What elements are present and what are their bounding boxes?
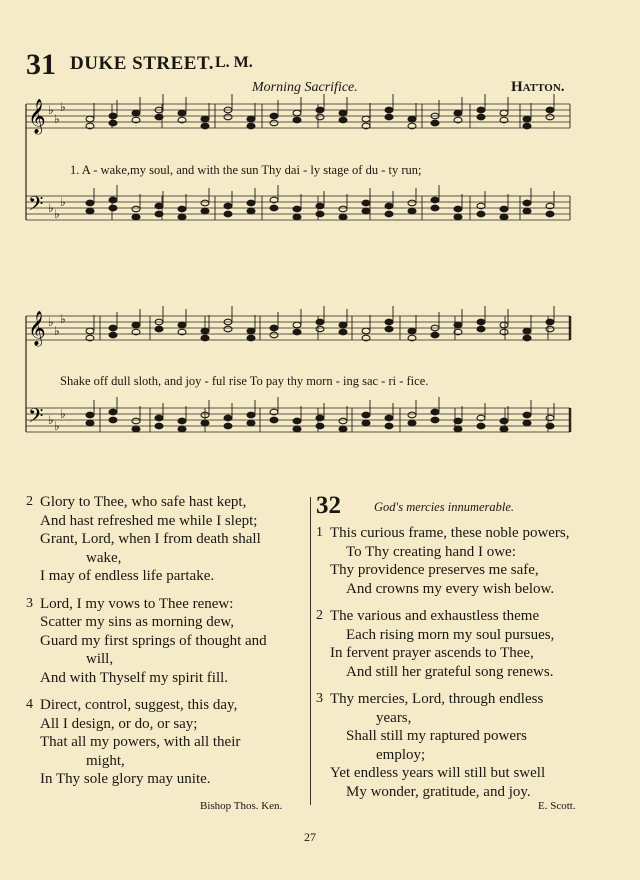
note-head	[293, 206, 301, 212]
note-head	[546, 423, 554, 429]
meter: L. M.	[215, 54, 253, 71]
note-head	[155, 203, 163, 209]
note-head	[385, 211, 393, 217]
note-head	[523, 335, 531, 341]
note-head	[155, 211, 163, 217]
note-head	[132, 418, 140, 424]
flat-sign: ♭	[48, 201, 54, 215]
note-head	[86, 116, 94, 122]
note-head	[293, 418, 301, 424]
note-head	[477, 423, 485, 429]
note-head	[293, 426, 301, 432]
note-head	[362, 116, 370, 122]
flat-sign: ♭	[60, 312, 66, 326]
verse-line: That all my powers, with all their	[40, 734, 241, 750]
note-head	[408, 412, 416, 418]
note-head	[385, 114, 393, 120]
note-head	[247, 123, 255, 129]
verse-line: Lord, I my vows to Thee renew:	[40, 595, 234, 612]
note-head	[247, 328, 255, 334]
verse-line: Glory to Thee, who safe hast kept,	[40, 494, 247, 510]
flat-sign: ♭	[54, 419, 60, 433]
author-ken: Bishop Thos. Ken.	[200, 800, 283, 812]
note-head	[247, 208, 255, 214]
note-head	[500, 110, 508, 116]
note-head	[546, 211, 554, 217]
note-head	[523, 412, 531, 418]
flat-sign: ♭	[54, 207, 60, 221]
note-head	[408, 420, 416, 426]
note-head	[339, 110, 347, 116]
verse-2	[316, 607, 600, 681]
note-head	[109, 332, 117, 338]
verse-number: 2	[316, 608, 323, 623]
note-head	[178, 418, 186, 424]
note-head	[408, 200, 416, 206]
note-head	[132, 322, 140, 328]
note-head	[86, 200, 94, 206]
note-head	[224, 415, 232, 421]
note-head	[385, 423, 393, 429]
verse-3	[316, 690, 600, 801]
note-head	[224, 114, 232, 120]
note-head	[316, 415, 324, 421]
note-head	[454, 322, 462, 328]
note-head	[201, 116, 209, 122]
verse-line: Guard my first springs of thought and	[40, 632, 267, 649]
note-head	[247, 420, 255, 426]
verse-4	[26, 696, 302, 789]
note-head	[178, 426, 186, 432]
note-head	[270, 325, 278, 331]
note-head	[270, 205, 278, 211]
note-head	[293, 117, 301, 123]
hymn-number-32: 32	[316, 492, 341, 519]
verse-line: And still her grateful song renews.	[346, 663, 554, 680]
note-head	[109, 120, 117, 126]
note-head	[247, 116, 255, 122]
note-head	[477, 319, 485, 325]
note-head	[201, 328, 209, 334]
note-head	[546, 319, 554, 325]
note-head	[178, 206, 186, 212]
verse-line: And crowns my every wish below.	[346, 580, 555, 597]
note-head	[224, 211, 232, 217]
note-head	[201, 420, 209, 426]
note-head	[546, 114, 554, 120]
note-head	[201, 208, 209, 214]
verse-line: wake,	[86, 549, 122, 566]
note-head	[316, 203, 324, 209]
note-head	[109, 409, 117, 415]
note-head	[339, 117, 347, 123]
verse-line: And hast refreshed me while I slept;	[40, 512, 258, 529]
note-head	[477, 107, 485, 113]
note-head	[201, 123, 209, 129]
verse-3	[26, 595, 302, 688]
note-head	[293, 329, 301, 335]
hymn-number: 31	[26, 48, 56, 81]
note-head	[385, 107, 393, 113]
note-head	[109, 325, 117, 331]
verse-line: Grant, Lord, when I from death shall	[40, 531, 261, 547]
note-head	[224, 326, 232, 332]
note-head	[109, 417, 117, 423]
note-head	[109, 113, 117, 119]
note-head	[339, 329, 347, 335]
note-head	[270, 332, 278, 338]
note-head	[385, 326, 393, 332]
note-head	[454, 110, 462, 116]
note-head	[155, 326, 163, 332]
flat-sign: ♭	[60, 195, 66, 209]
note-head	[270, 417, 278, 423]
note-head	[500, 214, 508, 220]
note-head	[523, 420, 531, 426]
note-head	[362, 412, 370, 418]
note-head	[132, 214, 140, 220]
note-head	[247, 335, 255, 341]
flat-sign: ♭	[54, 112, 60, 126]
note-head	[132, 206, 140, 212]
note-head	[86, 412, 94, 418]
note-head	[201, 335, 209, 341]
bass-clef: 𝄢	[28, 192, 44, 220]
flat-sign: ♭	[60, 100, 66, 114]
note-head	[523, 328, 531, 334]
tune-name: DUKE STREET.	[70, 53, 214, 74]
column-divider	[310, 497, 311, 805]
note-head	[178, 322, 186, 328]
verse-line: Yet endless years will still but swell	[330, 765, 546, 781]
verse-line: The various and exhaustless theme	[330, 608, 540, 624]
note-head	[86, 208, 94, 214]
bass-clef: 𝄢	[28, 404, 44, 432]
verse-line: Thy mercies, Lord, through endless	[330, 691, 544, 707]
note-head	[270, 120, 278, 126]
note-head	[385, 415, 393, 421]
note-head	[224, 203, 232, 209]
verse-line: years,	[376, 709, 412, 726]
note-head	[431, 417, 439, 423]
page-number: 27	[304, 830, 316, 844]
note-head	[201, 200, 209, 206]
note-head	[362, 420, 370, 426]
note-head	[477, 114, 485, 120]
note-head	[454, 426, 462, 432]
note-head	[431, 409, 439, 415]
hymn32-subtitle: God's mercies innumerable.	[374, 500, 515, 514]
hymn32-verses	[316, 524, 600, 801]
note-head	[155, 415, 163, 421]
note-head	[362, 200, 370, 206]
verse-number: 1	[316, 525, 323, 540]
lyric-line-1: 1. A - wake,my soul, and with the sun Thy dai - ly stage of du - ty run;	[70, 163, 422, 177]
verse-line: Each rising morn my soul pursues,	[346, 626, 555, 643]
note-head	[385, 319, 393, 325]
note-head	[431, 205, 439, 211]
note-head	[293, 110, 301, 116]
note-head	[316, 326, 324, 332]
verse-line: This curious frame, these noble powers,	[330, 525, 570, 541]
verse-number: 3	[26, 595, 33, 611]
note-head	[523, 200, 531, 206]
note-head	[339, 206, 347, 212]
note-head	[408, 116, 416, 122]
note-head	[109, 197, 117, 203]
composer: Hatton.	[511, 79, 565, 95]
note-head	[224, 423, 232, 429]
note-head	[316, 423, 324, 429]
note-head	[408, 208, 416, 214]
note-head	[454, 206, 462, 212]
note-head	[132, 110, 140, 116]
note-head	[362, 208, 370, 214]
verse-number: 4	[26, 697, 33, 712]
note-head	[339, 426, 347, 432]
verse-line: In Thy sole glory may unite.	[40, 771, 211, 787]
note-head	[155, 114, 163, 120]
note-head	[431, 332, 439, 338]
note-head	[132, 426, 140, 432]
verse-line: And with Thyself my spirit fill.	[40, 669, 229, 686]
lyric-line-2: Shake off dull sloth, and joy - ful rise To pay thy morn - ing sac - ri - fice.	[60, 374, 429, 388]
note-head	[500, 418, 508, 424]
note-head	[454, 418, 462, 424]
flat-sign: ♭	[48, 413, 54, 427]
note-head	[316, 114, 324, 120]
note-head	[546, 107, 554, 113]
note-head	[178, 110, 186, 116]
note-head	[316, 107, 324, 113]
verse-line: To Thy creating hand I owe:	[346, 543, 516, 560]
treble-clef: 𝄞	[28, 311, 46, 346]
note-head	[339, 322, 347, 328]
verse-number: 2	[26, 494, 33, 509]
verse-line: My wonder, gratitude, and joy.	[346, 783, 531, 800]
note-head	[247, 200, 255, 206]
note-head	[86, 420, 94, 426]
verse-line: In fervent prayer ascends to Thee,	[330, 645, 534, 661]
verse-line: All I design, or do, or say;	[40, 715, 198, 732]
note-head	[155, 423, 163, 429]
note-head	[477, 326, 485, 332]
note-head	[431, 197, 439, 203]
note-head	[86, 328, 94, 334]
note-head	[431, 120, 439, 126]
note-head	[293, 214, 301, 220]
note-head	[293, 322, 301, 328]
note-head	[454, 214, 462, 220]
verse-line: will,	[86, 651, 114, 667]
hymn-subtitle: Morning Sacrifice.	[252, 80, 358, 95]
verse-line: employ;	[376, 746, 426, 763]
verse-line: I may of endless life partake.	[40, 568, 215, 584]
note-head	[339, 418, 347, 424]
note-head	[178, 214, 186, 220]
flat-sign: ♭	[54, 324, 60, 338]
verse-line: Direct, control, suggest, this day,	[40, 697, 238, 713]
author-scott: E. Scott.	[538, 800, 576, 812]
note-head	[316, 319, 324, 325]
verse-number: 3	[316, 691, 323, 706]
verse-1	[316, 524, 600, 598]
note-head	[500, 206, 508, 212]
verse-line: Scatter my sins as morning dew,	[40, 614, 234, 630]
note-head	[270, 113, 278, 119]
note-head	[523, 123, 531, 129]
flat-sign: ♭	[48, 103, 54, 117]
note-head	[316, 211, 324, 217]
note-head	[247, 412, 255, 418]
note-head	[500, 322, 508, 328]
note-head	[523, 208, 531, 214]
flat-sign: ♭	[60, 407, 66, 421]
verse-2	[26, 493, 302, 586]
note-head	[362, 328, 370, 334]
treble-clef: 𝄞	[28, 99, 46, 134]
note-head	[477, 211, 485, 217]
note-head	[500, 426, 508, 432]
note-head	[546, 326, 554, 332]
note-head	[385, 203, 393, 209]
note-head	[408, 328, 416, 334]
hymn31-verses	[26, 493, 302, 789]
note-head	[339, 214, 347, 220]
note-head	[523, 116, 531, 122]
verse-line: Shall still my raptured powers	[346, 728, 527, 744]
flat-sign: ♭	[48, 315, 54, 329]
verse-line: Thy providence preserves me safe,	[330, 562, 539, 578]
verse-line: might,	[86, 752, 125, 769]
note-head	[109, 205, 117, 211]
